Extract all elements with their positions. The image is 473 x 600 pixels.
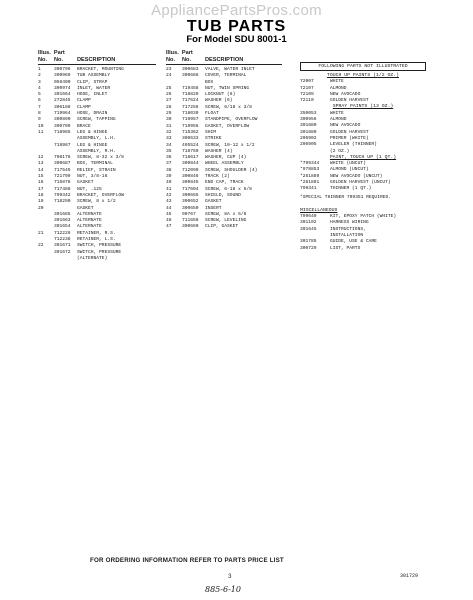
part-description: (2 OZ.) <box>330 148 350 154</box>
part-description: BRACKET, MOUNTING <box>77 67 124 72</box>
part-number: 90767 <box>182 211 196 217</box>
part-number: *261891 <box>300 180 320 186</box>
part-number: 272845 <box>54 98 71 104</box>
part-description: BRACKET, OVERFLOW <box>77 192 124 198</box>
part-number: 306188 <box>54 104 71 110</box>
part-description: GASKET <box>77 180 94 186</box>
part-number: 300796 <box>54 67 71 72</box>
illus-number: 24 <box>166 73 172 79</box>
part-description: CLIP, GASKET <box>205 224 239 230</box>
no2-label: No. <box>54 56 64 63</box>
parts-list-1 <box>38 67 156 262</box>
part-row <box>38 256 156 262</box>
illus-number: 40 <box>166 180 172 186</box>
part-description: GUIDE, USE & CARE <box>330 239 377 245</box>
page-subtitle: For Model SDU 8001-1 <box>186 34 287 45</box>
part-description: FLOAT <box>205 111 219 117</box>
column-header <box>38 50 156 63</box>
part-description: WASHER, CUP (4) <box>205 155 247 161</box>
part-description: SCREW, TAPPING <box>77 117 116 123</box>
part-number: 719956 <box>182 123 199 129</box>
part-number: 717545 <box>54 167 71 173</box>
document-code: 301729 <box>400 573 419 579</box>
ordering-footer: FOR ORDERING INFORMATION REFER TO PARTS PRICE LIST <box>90 557 284 564</box>
illus-number: 31 <box>166 123 172 129</box>
part-number: 301654 <box>54 224 71 230</box>
illus-number: 34 <box>166 142 172 148</box>
part-number: 301880 <box>300 123 317 129</box>
part-number: 301102 <box>300 220 317 226</box>
part-number: 301671 <box>54 243 71 249</box>
illus-number: 12 <box>38 155 44 161</box>
part-number: 350053 <box>300 110 317 116</box>
part-number: 301685 <box>54 211 71 217</box>
illus-number: 47 <box>166 224 172 230</box>
part-number: 300652 <box>182 199 199 205</box>
part-number: 799342 <box>54 192 71 198</box>
illus-number: 5 <box>38 92 41 98</box>
part-description: NUT, .125 <box>77 186 102 192</box>
part-label: Part <box>181 50 193 56</box>
illus-number: 42 <box>166 192 172 198</box>
no-label: No. <box>38 56 48 63</box>
part-number: 717624 <box>182 98 199 104</box>
part-number: 718290 <box>54 199 71 205</box>
part-number: 711658 <box>182 218 199 224</box>
illus-number: 46 <box>166 218 172 224</box>
part-description: END CAP, TRACK <box>205 180 244 186</box>
illus-number: 35 <box>166 148 172 154</box>
illus-number: 11 <box>38 129 44 135</box>
part-description: NEW AVOCADO <box>330 123 361 129</box>
part-number: 717256 <box>182 104 199 110</box>
part-number: 72107 <box>300 85 314 91</box>
part-description: SWITCH, PRESSURE <box>77 249 122 255</box>
part-number: 206905 <box>300 142 317 148</box>
part-description: SCREW, 6-18 x 5/8 <box>205 186 252 192</box>
part-description: STANDPIPE, OVERFLOW <box>205 117 258 123</box>
part-number: 301664 <box>54 92 71 98</box>
part-description: WHITE <box>330 110 344 116</box>
part-number: 718829 <box>182 92 199 98</box>
illus-number: 4 <box>38 85 41 91</box>
part-row <box>300 186 426 192</box>
parts-column-3 <box>300 62 426 252</box>
part-number: 799341 <box>300 186 317 192</box>
illus-number <box>38 256 54 262</box>
part-number: 300844 <box>182 161 199 167</box>
spray-heading: SPRAY PAINTS (13 OZ.) <box>332 104 394 110</box>
thinner-note: *SPECIAL THINNER 799351 REQUIRED. <box>300 194 391 200</box>
part-number: 301785 <box>300 239 317 245</box>
illus-number: 23 <box>166 67 172 72</box>
touchup-list <box>300 79 426 104</box>
part-number: 72109 <box>300 91 314 97</box>
part-description: SCREW, 6/18 x 3/8 <box>205 104 252 110</box>
part-description: SHIM <box>205 129 217 135</box>
part-description: GASKET <box>205 199 222 205</box>
illus-number: 19 <box>38 199 44 205</box>
page-title: TUB PARTS <box>186 18 287 35</box>
part-number: 715362 <box>182 129 199 135</box>
part-description: INLET, WATER <box>77 85 111 91</box>
part-description: LEG & HINGE <box>77 129 108 135</box>
divider <box>166 64 282 65</box>
illus-label: Illus. <box>38 50 51 56</box>
not-illustrated-heading: FOLLOWING PARTS NOT ILLUSTRATED <box>300 62 426 71</box>
part-number: 799640 <box>300 214 317 220</box>
part-number: 712099 <box>182 167 199 173</box>
part-number: 300686 <box>182 73 199 79</box>
part-label: Part <box>53 50 65 56</box>
illus-number: 30 <box>166 117 172 123</box>
part-description: ALTERNATE <box>77 211 102 217</box>
misc-heading: MISCELLANEOUS <box>300 208 338 214</box>
part-description: BOX, TERMINAL <box>77 161 113 167</box>
part-number: 300633 <box>182 136 199 142</box>
part-number: 300890 <box>54 117 71 123</box>
part-description: INSTRUCTIONS, <box>330 226 366 232</box>
part-description: CLIP, STRAP <box>77 79 108 85</box>
part-number <box>300 149 330 155</box>
divider <box>38 64 156 65</box>
part-description: NEW AVOCADO <box>330 91 361 97</box>
illus-number: 14 <box>38 167 44 173</box>
part-description: ALMOND <box>330 117 347 123</box>
part-number: 721799 <box>54 174 71 180</box>
part-number: 206902 <box>300 135 317 141</box>
illus-number: 1 <box>38 67 41 72</box>
part-number: 72110 <box>300 98 314 104</box>
part-description: RETAINER, L.S. <box>77 237 116 243</box>
illus-number: 15 <box>38 174 44 180</box>
part-description: RETAINER, R.S. <box>77 230 116 236</box>
parts-column-1 <box>38 50 156 262</box>
part-description: SWITCH, PRESSURE <box>77 243 122 249</box>
paint-list <box>300 161 426 192</box>
part-description: ASSEMBLY, R.H. <box>77 148 116 154</box>
part-description: STRIKE <box>205 136 222 142</box>
part-description: ALMOND (UNCUT) <box>330 167 369 173</box>
illus-number: 38 <box>166 167 172 173</box>
part-description: INSTALLATION <box>330 233 364 239</box>
part-description: ALTERNATE <box>77 224 102 230</box>
part-description: NUT, TWIN SPRING <box>205 85 250 91</box>
illus-number: 32 <box>166 129 172 135</box>
part-description: (ALTERNATE) <box>77 255 108 261</box>
illus-number: 37 <box>166 161 172 167</box>
part-number: 717488 <box>54 186 71 192</box>
part-description: COVER, TERMINAL <box>205 73 247 79</box>
part-number: 300683 <box>182 67 199 72</box>
handwritten-note: 885-6-10 <box>205 585 241 594</box>
part-description: GOLDEN HARVEST (UNCUT) <box>330 180 391 186</box>
part-description: RELIEF, STRAIN <box>77 167 116 173</box>
part-description: SCREW, SHOULDER (4) <box>205 167 258 173</box>
part-description: SCREW, 8A x 5/8 <box>205 211 247 217</box>
part-number: 301880 <box>300 129 317 135</box>
part-description: SHIELD, SOUND <box>205 192 241 198</box>
part-description: KIT, EPOXY PATCH (WHITE) <box>330 214 397 220</box>
part-number: 300729 <box>300 245 317 251</box>
illus-number: 10 <box>38 123 44 129</box>
part-number: 718985 <box>54 129 71 135</box>
part-description: SCREW, 8-32 x 3/8 <box>77 155 124 161</box>
part-description: SCREW, LEVELING <box>205 218 247 224</box>
illus-number: 7 <box>38 104 41 110</box>
illus-number: 41 <box>166 186 172 192</box>
part-number: 300969 <box>54 73 71 79</box>
parts-column-2 <box>166 50 282 231</box>
part-number: 719458 <box>182 85 199 91</box>
part-number: 712226 <box>54 230 71 236</box>
spray-list <box>300 111 426 155</box>
illus-number: 43 <box>166 199 172 205</box>
no-label: No. <box>166 56 176 63</box>
part-number: 715878 <box>54 180 71 186</box>
illus-number: 8 <box>38 111 41 117</box>
part-number: 717604 <box>182 186 199 192</box>
part-description: TRACK (2) <box>205 174 230 180</box>
illus-number: 27 <box>166 98 172 104</box>
part-number: *799344 <box>300 161 320 167</box>
illus-number: 44 <box>166 205 172 211</box>
illus-number: 13 <box>38 161 44 167</box>
page-number: 3 <box>228 573 232 580</box>
part-description: WHEEL ASSEMBLY <box>205 161 244 167</box>
part-description: WHITE <box>330 79 344 85</box>
part-number: 495524 <box>182 142 199 148</box>
part-description: ALMOND <box>330 85 347 91</box>
illus-number: 39 <box>166 174 172 180</box>
part-description: VALVE, WATER INLET <box>205 67 255 72</box>
part-description: NEW AVOCADO (UNCUT) <box>330 173 383 179</box>
illus-number: 33 <box>166 136 172 142</box>
part-description: TUB ASSEMBLY <box>77 73 111 79</box>
part-number: 300687 <box>54 161 71 167</box>
illus-number: 18 <box>38 192 44 198</box>
part-number: 718617 <box>182 155 199 161</box>
description-label: DESCRIPTION <box>77 56 116 63</box>
part-number: 718750 <box>182 148 199 154</box>
part-description: GOLDEN HARVEST <box>330 129 369 135</box>
part-description: LEG & HINGE <box>77 142 108 148</box>
part-number: 300650 <box>182 205 199 211</box>
watermark: AppliancePartsPros.com <box>151 2 322 19</box>
part-number: 300709 <box>54 123 71 129</box>
illus-number: 16 <box>38 180 44 186</box>
part-description: ASSEMBLY, L.H. <box>77 136 116 142</box>
illus-number: 2 <box>38 73 41 79</box>
illus-number: 3 <box>38 79 41 85</box>
no2-label: No. <box>182 56 192 63</box>
illus-number: 22 <box>38 243 44 249</box>
part-description: WASHER (4) <box>205 148 233 154</box>
illus-number: 9 <box>38 117 41 123</box>
part-number <box>54 256 77 262</box>
illus-number: 20 <box>38 205 44 211</box>
part-number: 718039 <box>182 111 199 117</box>
illus-number: 17 <box>38 186 44 192</box>
illus-number: 29 <box>166 111 172 117</box>
illus-number: 36 <box>166 155 172 161</box>
part-number: 719957 <box>182 117 199 123</box>
part-number: 300974 <box>54 85 71 91</box>
part-description: GOLDEN HARVEST <box>330 98 369 104</box>
parts-list-2 <box>166 67 282 231</box>
part-number: 056400 <box>54 79 71 85</box>
part-number: *261889 <box>300 173 320 179</box>
part-description: WHITE (UNCUT) <box>330 161 366 167</box>
part-description: LOCKNUT (6) <box>205 92 236 98</box>
part-description: INSERT <box>205 205 222 211</box>
part-number: 708176 <box>54 155 71 161</box>
illus-number: 6 <box>38 98 41 104</box>
touchup-heading: TOUCH UP PAINTS (1/2 OZ.) <box>327 73 399 78</box>
part-description: CLAMP <box>77 104 91 110</box>
part-number: 712238 <box>54 237 71 243</box>
part-description: BRACE <box>77 123 91 129</box>
part-description: WASHER (6) <box>205 98 233 104</box>
part-number: 301672 <box>54 249 71 255</box>
part-description: HOSE, INLET <box>77 92 108 98</box>
part-description: CLAMP <box>77 98 91 104</box>
part-description: HARNESS WIRING <box>330 220 369 226</box>
part-description: LEVELER (THINNER) <box>330 142 377 148</box>
part-description: THINNER (1 QT.) <box>330 186 372 192</box>
part-description: BOX <box>205 79 214 85</box>
illus-number: 45 <box>166 211 172 217</box>
part-number: 300845 <box>182 180 199 186</box>
part-description: GASKET, OVERFLOW <box>205 123 250 129</box>
part-description: LIST, PARTS <box>330 245 361 251</box>
part-number: 300846 <box>182 174 199 180</box>
part-description: SCREW, 8 x 1/2 <box>77 199 116 205</box>
illus-number: 21 <box>38 230 44 236</box>
part-number: 719964 <box>54 111 71 117</box>
illus-number: 28 <box>166 104 172 110</box>
part-row <box>166 224 282 230</box>
part-description: PRIMER (WHITE) <box>330 135 369 141</box>
part-number: 301663 <box>54 218 71 224</box>
part-number: 300665 <box>182 192 199 198</box>
part-row <box>300 149 426 155</box>
part-description: ALTERNATE <box>77 218 102 224</box>
part-number: 300956 <box>300 117 317 123</box>
part-description: GASKET <box>77 205 94 211</box>
illus-number: 26 <box>166 92 172 98</box>
illus-number: 25 <box>166 85 172 91</box>
part-number: 72007 <box>300 79 314 85</box>
misc-list <box>300 214 426 252</box>
description-label: DESCRIPTION <box>205 56 244 63</box>
part-row <box>300 246 426 252</box>
illus-label: Illus. <box>166 50 179 56</box>
part-number: 718987 <box>54 142 71 148</box>
part-description: SCREW, 10-12 x 1/2 <box>205 142 255 148</box>
paint-heading: PAINT, TOUCH UP (1 QT.) <box>329 154 397 160</box>
part-number: 301645 <box>300 226 317 232</box>
part-description: HOSE, DRAIN <box>77 111 108 117</box>
part-description: NUT, 3/8-16 <box>77 174 108 180</box>
part-number: 300660 <box>182 224 199 230</box>
part-number: *978853 <box>300 167 320 173</box>
column-header <box>166 50 282 63</box>
